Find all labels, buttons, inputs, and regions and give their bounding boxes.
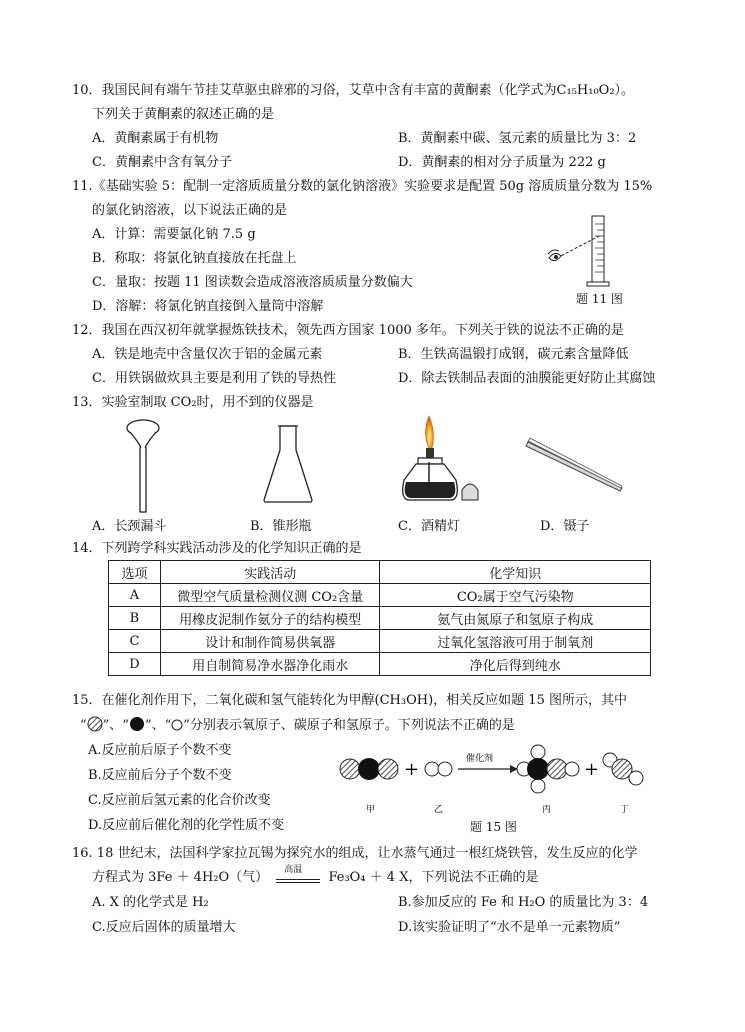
- row-activity: 用橡皮泥制作氨分子的结构模型: [160, 607, 380, 630]
- h2-molecule: [425, 762, 452, 776]
- q15-option-a[interactable]: A.反应前后原子个数不变: [88, 743, 232, 758]
- q13-option-a[interactable]: A．长颈漏斗: [92, 519, 167, 534]
- condition-text: 高温: [284, 865, 303, 875]
- q12-option-d[interactable]: D．除去铁制品表面的油膜能更好防止其腐蚀: [398, 371, 656, 386]
- hydrogen-atom-icon: [171, 719, 183, 731]
- q15-option-c[interactable]: C.反应前后氢元素的化合价改变: [88, 793, 271, 808]
- q10-option-b[interactable]: B．黄酮素中碳、氢元素的质量比为 3：2: [398, 131, 637, 146]
- carbon-atom-icon: [129, 716, 145, 732]
- row-knowledge: 净化后得到纯水: [380, 653, 651, 676]
- catalyst-label: 催化剂: [466, 754, 494, 764]
- q11-stem-line1: 11.《基础实验 5：配制一定溶质质量分数的氯化钠溶液》实验要求是配置 50g 溶质质量分数为 15%: [72, 179, 653, 194]
- q10-option-d[interactable]: D．黄酮素的相对分子质量为 222 g: [398, 155, 606, 170]
- plus-sign: +: [584, 759, 600, 780]
- q13-option-b[interactable]: B．锥形瓶: [250, 519, 312, 534]
- table-header-row: [109, 561, 651, 584]
- equation-right: Fe₃O₄ ＋ 4 X，下列说法不正确的是: [328, 870, 539, 885]
- q16-option-c[interactable]: C.反应后固体的质量增大: [92, 920, 236, 935]
- row-knowledge: 氨气由氮原子和氢原子构成: [380, 607, 651, 630]
- tweezers-icon: [524, 436, 624, 494]
- quote-close: ”分别表示氧原子、碳原子和氢原子。下列说法不正确的是: [183, 718, 515, 733]
- q11-stem-line2: 的氯化钠溶液，以下说法正确的是: [92, 203, 288, 218]
- row-activity: 微型空气质量检测仪测 CO₂含量: [160, 584, 380, 607]
- measuring-cylinder-figure: [545, 214, 625, 288]
- label-jia: 甲: [366, 805, 376, 815]
- q16-stem-line1: 16. 18 世纪末，法国科学家拉瓦锡为探究水的组成，让水蒸气通过一根红烧铁管，发生反应的化学: [72, 846, 638, 861]
- q16-option-a[interactable]: A. X 的化学式是 H₂: [92, 895, 209, 910]
- q11-option-d[interactable]: D．溶解：将氯化钠直接倒入量筒中溶解: [92, 299, 324, 314]
- quote-sep-1: ”、“: [102, 718, 129, 733]
- q12-option-a[interactable]: A．铁是地壳中含量仅次于铝的金属元素: [92, 347, 323, 362]
- row-activity: 设计和制作简易供氧器: [160, 630, 380, 653]
- q15-stem-line2: [80, 716, 515, 735]
- fig15-caption: 题 15 图: [470, 820, 517, 834]
- col-header-option: 选项: [109, 561, 161, 584]
- co2-molecule: [340, 758, 398, 780]
- q16-equation-line: [92, 865, 539, 887]
- label-bing: 丙: [542, 805, 552, 815]
- table-row[interactable]: [109, 630, 651, 653]
- fig11-caption: 题 11 图: [576, 292, 623, 306]
- conical-flask-icon: [262, 424, 314, 504]
- table-row[interactable]: [109, 607, 651, 630]
- alcohol-lamp-icon: [392, 410, 492, 506]
- plus-sign: +: [404, 759, 420, 780]
- row-knowledge: CO₂属于空气污染物: [380, 584, 651, 607]
- q13-option-d[interactable]: D．镊子: [540, 519, 590, 534]
- row-option: A: [109, 584, 161, 607]
- q14-table: [108, 560, 651, 676]
- q11-option-b[interactable]: B．称取：将氯化钠直接放在托盘上: [92, 251, 297, 266]
- q12-stem: 12．我国在西汉初年就掌握炼铁技术，领先西方国家 1000 多年。下列关于铁的说法不正确的是: [72, 323, 624, 338]
- reaction-diagram: [338, 738, 650, 820]
- q14-stem: 14．下列跨学科实践活动涉及的化学知识正确的是: [72, 541, 362, 556]
- h2o-molecule: [603, 753, 643, 785]
- label-yi: 乙: [434, 805, 444, 815]
- q10-stem-line1: [72, 82, 634, 100]
- col-header-activity: 实践活动: [160, 561, 380, 584]
- row-option: B: [109, 607, 161, 630]
- col-header-knowledge: 化学知识: [380, 561, 651, 584]
- methanol-molecule: [517, 745, 579, 793]
- q15-stem-line1: 15．在催化剂作用下，二氧化碳和氢气能转化为甲醇(CH₃OH)，相关反应如题 15 图所示，其中: [72, 693, 627, 708]
- row-option: C: [109, 630, 161, 653]
- q10-option-c[interactable]: C．黄酮素中含有氧分子: [92, 155, 232, 170]
- q15-option-b[interactable]: B.反应前后分子个数不变: [88, 768, 232, 783]
- q10-formula: C₁₅H₁₀O₂: [556, 83, 615, 98]
- q11-option-a[interactable]: A．计算：需要氯化钠 7.5 g: [92, 227, 256, 242]
- q15-option-d[interactable]: D.反应前后催化剂的化学性质不变: [88, 818, 285, 833]
- q10-option-a[interactable]: A．黄酮素属于有机物: [92, 131, 219, 146]
- q10-stem-end: ）。: [614, 83, 635, 98]
- row-activity: 用自制简易净水器净化雨水: [160, 653, 380, 676]
- oxygen-atom-icon: [87, 716, 103, 732]
- q13-option-c[interactable]: C．酒精灯: [398, 519, 460, 534]
- q16-option-b[interactable]: B.参加反应的 Fe 和 H₂O 的质量比为 3：4: [398, 895, 649, 910]
- q12-option-b[interactable]: B．生铁高温锻打成钢，碳元素含量降低: [398, 347, 629, 362]
- row-knowledge: 过氧化氢溶液可用于制氧剂: [380, 630, 651, 653]
- quote-sep-2: ”、“: [144, 718, 172, 733]
- table-row[interactable]: [109, 653, 651, 676]
- q12-option-c[interactable]: C．用铁锅做炊具主要是利用了铁的导热性: [92, 371, 336, 386]
- q10-stem-text: 10．我国民间有端午节挂艾草驱虫辟邪的习俗，艾草中含有丰富的黄酮素（化学式为: [72, 83, 557, 98]
- equation-left: 方程式为 3Fe ＋ 4H₂O（气）: [92, 870, 269, 885]
- label-ding: 丁: [620, 805, 630, 815]
- quote-open: “: [80, 718, 87, 733]
- q11-option-c[interactable]: C．量取：按题 11 图读数会造成溶液溶质质量分数偏大: [92, 275, 413, 290]
- equation-condition: [276, 865, 320, 887]
- long-neck-funnel-icon: [118, 418, 168, 514]
- q16-option-d[interactable]: D.该实验证明了“水不是单一元素物质”: [398, 920, 621, 935]
- row-option: D: [109, 653, 161, 676]
- q13-stem: 13．实验室制取 CO₂时，用不到的仪器是: [72, 395, 314, 410]
- q10-stem-line2: 下列关于黄酮素的叙述正确的是: [92, 107, 275, 122]
- table-row[interactable]: [109, 584, 651, 607]
